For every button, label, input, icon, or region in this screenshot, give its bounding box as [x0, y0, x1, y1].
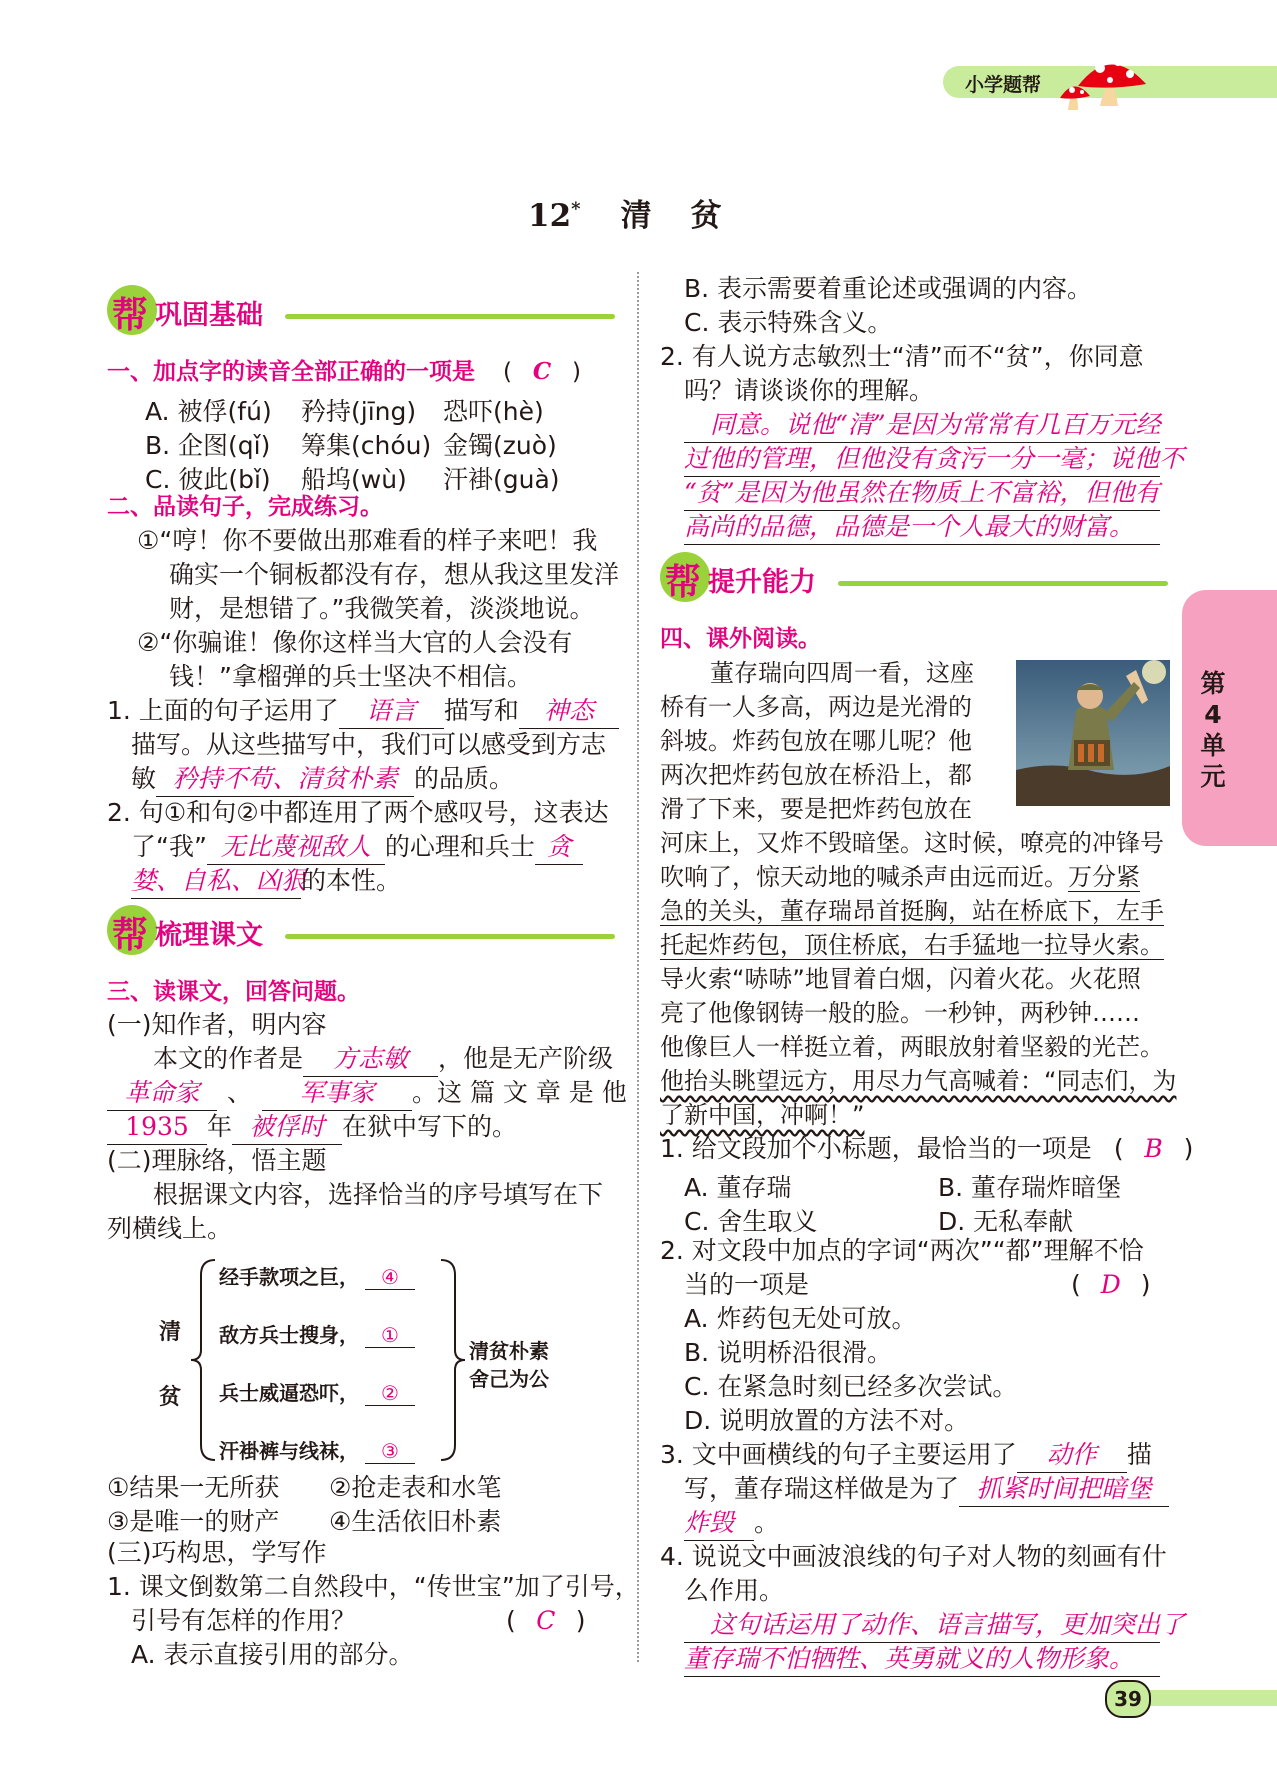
unit-tab-char: 第 [1200, 669, 1226, 698]
answer-blank: ④ [365, 1265, 415, 1290]
q2-item1-cont: 敏 矜持不苟、清贫朴素 的品质。 [131, 762, 514, 797]
answer-line: 同意。说他“清”是因为常常有几百万元经 [684, 408, 1160, 443]
quote-line: ①“哼！你不要做出那难看的样子来吧！我 [137, 526, 598, 555]
q4-item4: 么作用。 [684, 1576, 785, 1605]
answer-blank: 炸毁 [684, 1506, 754, 1541]
right-column [660, 0, 1194, 1773]
q3-part1: (一)知作者，明内容 [107, 1010, 327, 1039]
q3-part1-text: 1935 年 被俘时 在狱中写下的。 [107, 1110, 517, 1145]
diagram-item: 兵士威逼恐吓， ② [219, 1377, 415, 1406]
q3-part2-text: 根据课文内容，选择恰当的序号填写在下 [153, 1180, 604, 1209]
q1-option: B. 企图(qǐ) [145, 431, 271, 460]
q4-item2: 2. 对文段中加点的字词“两次”“都”理解不恰 [660, 1236, 1144, 1265]
answer-line: “贫”是因为他虽然在物质上不富裕，但他有 [684, 476, 1160, 511]
q3-part1-text: 本文的作者是 方志敏 ，他是无产阶级 [153, 1042, 613, 1077]
passage-line: 董存瑞向四周一看，这座 [710, 659, 974, 687]
answer-blank: 1935 [107, 1110, 207, 1145]
bang-badge: 帮 [107, 905, 157, 955]
quote-line: 钱！”拿榴弹的兵士坚决不相信。 [169, 662, 532, 691]
section-rule [838, 581, 1168, 586]
answer-blank: 方志敏 [303, 1042, 438, 1077]
underlined-sentence: 万分紧 [1068, 863, 1140, 891]
lesson-star: * [571, 198, 581, 220]
section-improve-ability [660, 552, 1170, 604]
passage-line [660, 1098, 864, 1132]
answer-line: 这句话运用了动作、语言描写，更加突出了 [684, 1608, 1160, 1643]
q3-part3-item2: 吗？请谈谈你的理解。 [684, 376, 935, 405]
wavy-sentence: 了新中国，冲啊！” [660, 1101, 865, 1129]
passage-line: 他像巨人一样挺立着，两眼放射着坚毅的光芒。 [660, 1033, 1164, 1061]
choice-option: ②抢走表和水笔 [329, 1473, 502, 1502]
q2-heading: 二、品读句子，完成练习。 [107, 494, 383, 520]
answer-blank: 语言 [339, 694, 444, 729]
passage-line: 导火索“哧哧”地冒着白烟，闪着火花。火花照 [660, 965, 1141, 993]
answer-blank: 抓紧时间把暗堡 [959, 1472, 1169, 1507]
q2-item2-cont: 婪、自私、凶狠的本性。 [131, 864, 401, 899]
diagram-item: 汗褂裤与线袜， ③ [219, 1435, 415, 1464]
q3-i1-answer: C [536, 1606, 556, 1635]
q3-heading: 三、读课文，回答问题。 [107, 979, 360, 1005]
answer-line: 高尚的品德，品德是一个人最大的财富。 [684, 510, 1160, 545]
left-column [107, 0, 640, 1773]
section-sort-text [107, 905, 612, 957]
q2-item2: 2. 句①和句②中都连用了两个感叹号，这表达 [107, 798, 609, 827]
unit-tab-char: 单 [1200, 731, 1226, 760]
q4-i2-option: B. 说明桥沿很滑。 [684, 1338, 893, 1367]
q4-heading: 四、课外阅读。 [660, 626, 821, 652]
q3-i1-option: B. 表示需要着重论述或强调的内容。 [684, 274, 1093, 303]
answer-blank: 军事家 [262, 1076, 412, 1111]
section-label: 提升能力 [708, 567, 816, 598]
passage-line: 滑了下来，要是把炸药包放在 [660, 795, 972, 823]
diagram-left-char: 贫 [159, 1385, 182, 1410]
q4-i2-answer: D [1100, 1270, 1121, 1299]
right-brace [437, 1255, 467, 1465]
section-rule [285, 314, 615, 319]
answer-blank: 革命家 [107, 1076, 217, 1111]
q1-option: 矜持(jīng) [301, 397, 417, 426]
answer-blank: ② [365, 1381, 415, 1406]
q3-part3-item2: 2. 有人说方志敏烈士“清”而不“贫”，你同意 [660, 342, 1144, 371]
q1-answer: C [532, 358, 552, 385]
passage-line: 吹响了，惊天动地的喊杀声由远而近。万分紧 [660, 863, 1140, 891]
section-rule [285, 934, 615, 939]
answer-blank: ③ [365, 1439, 415, 1464]
lesson-title: 清 贫 [620, 198, 726, 234]
q4-i1-option: D. 无私奉献 [938, 1207, 1074, 1236]
bang-badge: 帮 [107, 285, 157, 335]
quote-line: 确实一个铜板都没有存，想从我这里发洋 [169, 560, 620, 589]
section-label: 梳理课文 [155, 920, 263, 951]
unit-tab-text [1198, 668, 1228, 792]
q3-i1-option: C. 表示特殊含义。 [684, 308, 893, 337]
q2-item2-cont: 了“我” 无比蔑视敌人 的心理和兵士 贪 [131, 830, 583, 865]
q3-part3: (三)巧构思，学写作 [107, 1538, 327, 1567]
q4-i1-option: A. 董存瑞 [684, 1173, 792, 1202]
wavy-sentence: 他抬头眺望远方，用尽力气高喊着：“同志们，为 [660, 1067, 1177, 1095]
section-label: 巩固基础 [155, 300, 263, 331]
q4-item1: 1. 给文段加个小标题，最恰当的一项是 ( B ) [660, 1132, 1193, 1166]
answer-line: 董存瑞不怕牺牲、英勇就义的人物形象。 [684, 1642, 1160, 1677]
q1-option: 筹集(chóu) [301, 431, 432, 460]
q1-option: 船坞(wù) [301, 465, 407, 494]
answer-blank: 神态 [519, 694, 619, 729]
choice-option: ③是唯一的财产 [107, 1507, 280, 1536]
quote-line: ②“你骗谁！像你这样当大官的人会没有 [137, 628, 573, 657]
answer-blank: 矜持不苟、清贫朴素 [156, 762, 414, 797]
passage-line: 斜坡。炸药包放在哪儿呢？他 [660, 727, 972, 755]
lesson-number: 12 [528, 198, 572, 234]
q3-part1-text: 革命家 、 军事家 。这 篇 文 章 是 他 [107, 1076, 627, 1111]
q4-i1-answer: B [1144, 1134, 1163, 1163]
underlined-sentence: 急的关头，董存瑞昂首挺胸，站在桥底下，左手 [660, 897, 1164, 925]
q4-i2-option: A. 炸药包无处可放。 [684, 1304, 917, 1333]
diagram-theme: 清贫朴素 [469, 1339, 549, 1363]
choice-option: ④生活依旧朴素 [329, 1507, 502, 1536]
q3-part3-item1: 引号有怎样的作用？ ( C ) [131, 1604, 586, 1638]
q4-i1-option: B. 董存瑞炸暗堡 [938, 1173, 1122, 1202]
answer-blank: 贪 [535, 830, 583, 865]
q1-option: 汗褂(guà) [443, 465, 560, 494]
bang-badge: 帮 [660, 552, 710, 602]
left-brace [189, 1255, 219, 1465]
passage-line: 亮了他像钢铸一般的脸。一秒钟，两秒钟…… [660, 999, 1140, 1027]
answer-blank: 婪、自私、凶狠 [131, 864, 301, 899]
unit-tab [1182, 590, 1277, 846]
diagram-left-char: 清 [159, 1320, 182, 1345]
choice-option: ①结果一无所获 [107, 1473, 280, 1502]
diagram-item: 敌方兵士搜身， ① [219, 1319, 415, 1348]
column-divider [637, 272, 639, 1662]
q1-option: 恐吓(hè) [443, 397, 544, 426]
q3-part3-item1: 1. 课文倒数第二自然段中，“传世宝”加了引号， [107, 1572, 640, 1601]
q4-item2: 当的一项是 ( D ) [684, 1268, 1151, 1302]
q4-i2-option: D. 说明放置的方法不对。 [684, 1406, 970, 1435]
q3-part2-text: 列横线上。 [107, 1214, 233, 1243]
q1-option: C. 彼此(bǐ) [145, 465, 271, 494]
answer-blank: 无比蔑视敌人 [207, 830, 385, 865]
underlined-sentence: 托起炸药包，顶住桥底，右手猛地一拉导火索。 [660, 931, 1164, 959]
q1-heading: 一、加点字的读音全部正确的一项是 ( C ) [107, 355, 581, 389]
passage-line [660, 928, 1164, 962]
q4-item3: 3. 文中画横线的句子主要运用了 动作 描 [660, 1438, 1152, 1473]
soldier-illustration [1016, 660, 1170, 806]
q4-item4: 4. 说说文中画波浪线的句子对人物的刻画有什 [660, 1542, 1167, 1571]
passage-line [660, 894, 1164, 928]
passage-line: 两次把炸药包放在桥沿上，都 [660, 761, 972, 789]
q2-item1-cont: 描写。从这些描写中，我们可以感受到方志 [131, 730, 607, 759]
q3-part2: (二)理脉络，悟主题 [107, 1146, 327, 1175]
q4-item3: 炸毁 。 [684, 1506, 779, 1541]
answer-blank: 被俘时 [232, 1110, 342, 1145]
q4-i1-option: C. 舍生取义 [684, 1207, 818, 1236]
q1-option: A. 被俘(fú) [145, 397, 272, 426]
answer-blank: ① [365, 1323, 415, 1348]
unit-tab-char: 元 [1200, 762, 1226, 791]
diagram-theme: 舍己为公 [469, 1367, 549, 1391]
passage-line: 河床上，又炸不毁暗堡。这时候，嘹亮的冲锋号 [660, 829, 1164, 857]
quote-line: 财，是想错了。”我微笑着，淡淡地说。 [169, 594, 595, 623]
q2-item1: 1. 上面的句子运用了 语言 描写和 神态 [107, 694, 619, 729]
page-number-badge: 39 [1105, 1680, 1151, 1718]
q3-i1-option: A. 表示直接引用的部分。 [131, 1640, 414, 1669]
passage-line: 桥有一人多高，两边是光滑的 [660, 693, 972, 721]
q1-option: 金镯(zuò) [443, 431, 557, 460]
theme-diagram [147, 1255, 607, 1465]
passage-line [660, 1064, 1176, 1098]
q4-i2-option: C. 在紧急时刻已经多次尝试。 [684, 1372, 1018, 1401]
q4-item3: 写，董存瑞这样做是为了 抓紧时间把暗堡 [684, 1472, 1169, 1507]
section-consolidate-basics [107, 285, 612, 337]
diagram-item: 经手款项之巨， ④ [219, 1261, 415, 1290]
brand-label: 小学题帮 [965, 74, 1042, 96]
answer-blank: 动作 [1017, 1438, 1127, 1473]
answer-line: 过他的管理，但他没有贪污一分一毫；说他不 [684, 442, 1160, 477]
unit-tab-char: 4 [1204, 700, 1222, 729]
